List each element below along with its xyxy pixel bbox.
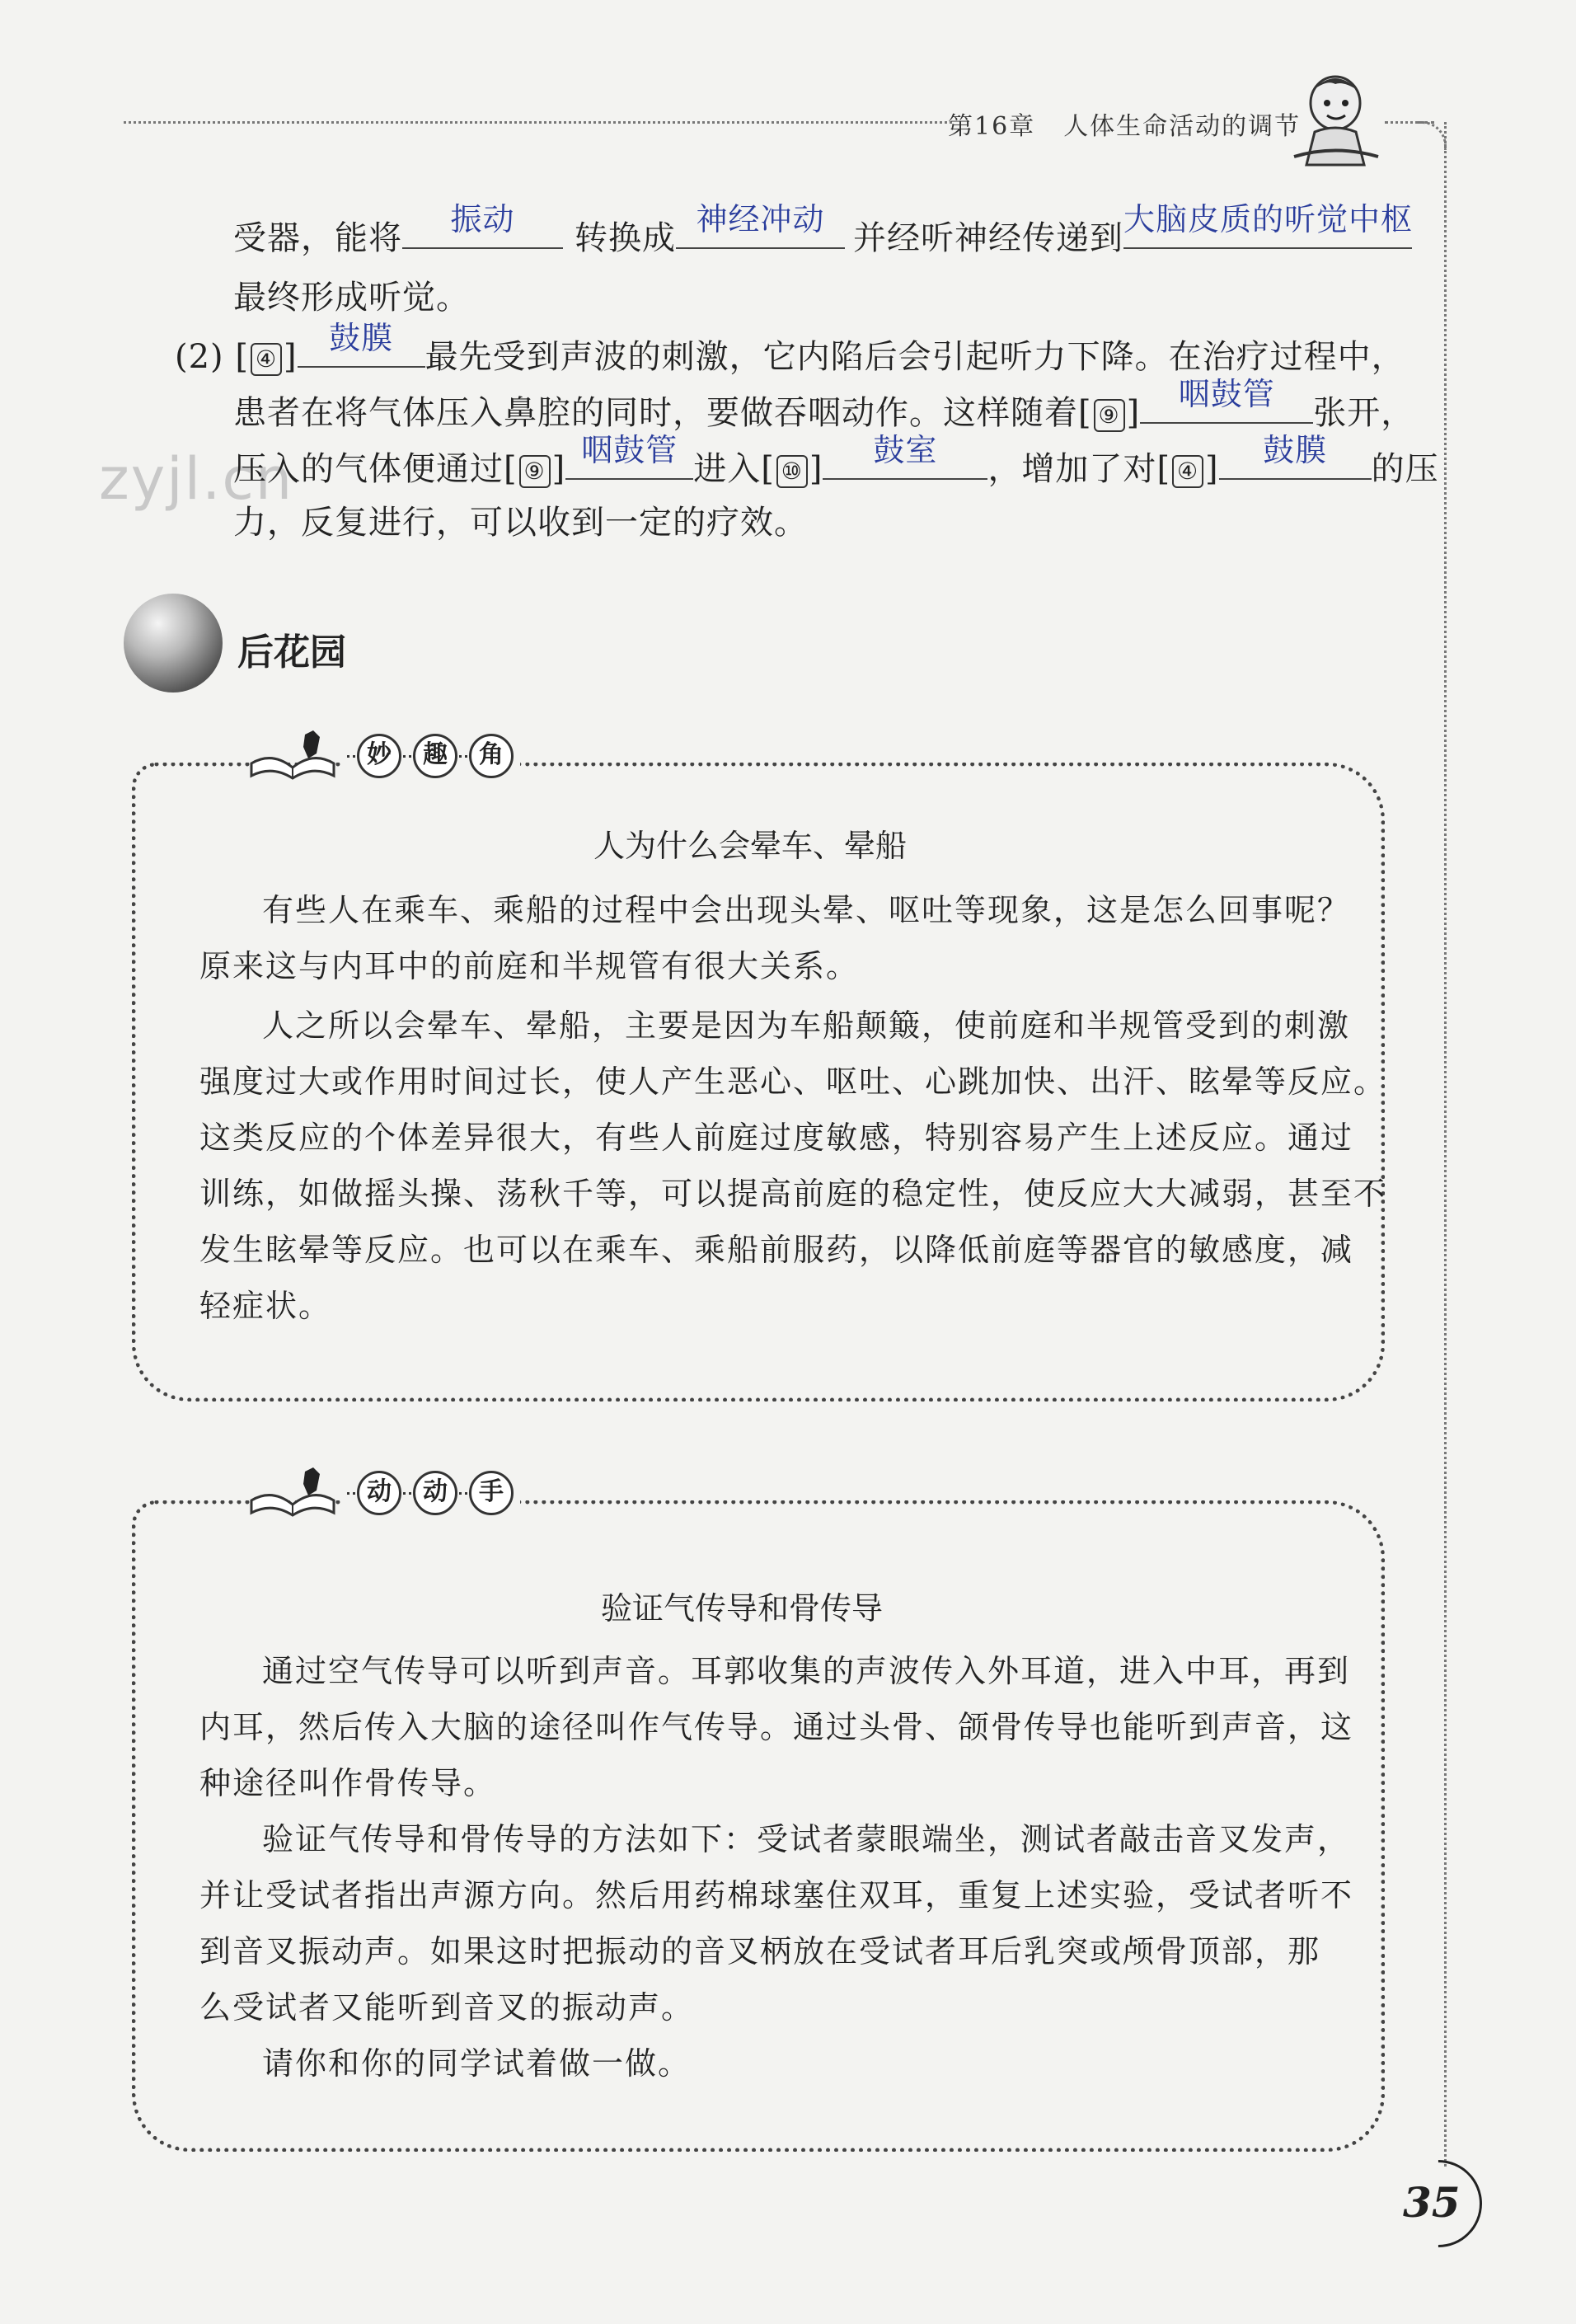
- tag-char: 动: [413, 1471, 457, 1515]
- body-line: 请你和你的同学试着做一做。: [262, 2045, 692, 2082]
- body-line: 强度过大或作用时间过长，使人产生恶心、呕吐、心跳加快、出汗、眩晕等反应。: [199, 1063, 1387, 1100]
- body-line: 通过空气传导可以听到声音。耳郭收集的声波传入外耳道，进入中耳，再到: [262, 1653, 1351, 1689]
- question-2-line-3: 压入的气体便通过[ ⑨ ] 咽鼓管 进入[ ⑩ ] 鼓室 ，增加了对[ ④ ] 鼓膜 的压: [233, 432, 1439, 488]
- chapter-number: 第16章: [948, 112, 1036, 141]
- blank-eustachian-tube-2: 咽鼓管: [565, 442, 693, 480]
- tag-char: 角: [469, 734, 514, 778]
- answer-line-2: 最终形成听觉。: [233, 279, 470, 317]
- body-line: 到音叉振动声。如果这时把振动的音叉柄放在受试者耳后乳突或颅骨顶部，那: [199, 1933, 1321, 1970]
- body-line: 发生眩晕等反应。也可以在乘车、乘船前服药，以降低前庭等器官的敏感度，减: [199, 1232, 1354, 1268]
- question-2-line-2: 患者在将气体压入鼻腔的同时，要做吞咽动作。这样随着[ ⑨ ] 咽鼓管 张开，: [233, 376, 1415, 432]
- tag-char: 趣: [413, 734, 457, 778]
- student-mascot-icon: [1286, 66, 1385, 173]
- open-book-icon: [247, 730, 338, 780]
- page-frame-corner: [1418, 121, 1447, 150]
- page-number: [1395, 2160, 1485, 2251]
- open-book-icon: [247, 1467, 338, 1517]
- fun-corner-title: 人为什么会晕车、晕船: [593, 828, 907, 864]
- blank-eardrum-1: 鼓膜: [298, 330, 425, 368]
- page-number-text: 35: [1403, 2178, 1461, 2227]
- question-2-line-4: 力，反复进行，可以收到一定的疗效。: [233, 504, 808, 542]
- blank-eardrum-2: 鼓膜: [1219, 442, 1372, 480]
- blank-auditory-center: 大脑皮质的听觉中枢: [1123, 211, 1412, 249]
- body-line: 轻症状。: [199, 1288, 332, 1324]
- body-line: 原来这与内耳中的前庭和半规管有很大关系。: [199, 948, 860, 984]
- section-sphere-icon: [124, 594, 223, 693]
- hands-on-title: 验证气传导和骨传导: [600, 1590, 883, 1627]
- body-line: 么受试者又能听到音叉的振动声。: [199, 1989, 695, 2026]
- body-line: 人之所以会晕车、晕船，主要是因为车船颠簸，使前庭和半规管受到的刺激: [262, 1007, 1351, 1044]
- body-line: 这类反应的个体差异很大，有些人前庭过度敏感，特别容易产生上述反应。通过: [199, 1120, 1354, 1156]
- chapter-title: 人体生命活动的调节: [1063, 112, 1302, 141]
- answer-line-1: 受器，能将 振动 转换成 神经冲动 并经听神经传递到 大脑皮质的听觉中枢: [233, 201, 1414, 257]
- running-header: [948, 106, 1301, 142]
- body-line: 种途径叫作骨传导。: [199, 1765, 497, 1801]
- header-dotted-rule: [124, 121, 952, 124]
- blank-tympanic-cavity: 鼓室: [823, 442, 987, 480]
- body-line: 并让受试者指出声源方向。然后用药棉球塞住双耳，重复上述实验，受试者听不: [199, 1877, 1354, 1913]
- tag-char: 妙: [357, 734, 401, 778]
- blank-vibration: 振动: [402, 211, 563, 249]
- body-line: 内耳，然后传入大脑的途径叫作气传导。通过头骨、颌骨传导也能听到声音，这: [199, 1709, 1354, 1745]
- blank-nerve-impulse: 神经冲动: [676, 211, 845, 249]
- watermark: zyjl.cn: [99, 445, 294, 513]
- tag-char: 手: [469, 1471, 514, 1515]
- body-line: 验证气传导和骨传导的方法如下：受试者蒙眼端坐，测试者敲击音叉发声，: [262, 1821, 1351, 1857]
- question-2-line-1: (2) [ ④ ] 鼓膜 最先受到声波的刺激，它内陷后会引起听力下降。在治疗过程中，: [175, 320, 1405, 376]
- page-frame-right-edge: [1444, 122, 1447, 2167]
- body-line: 训练，如做摇头操、荡秋千等，可以提高前庭的稳定性，使反应大大减弱，甚至不: [199, 1176, 1387, 1212]
- body-line: 有些人在乘车、乘船的过程中会出现头晕、呕吐等现象，这是怎么回事呢？: [262, 892, 1351, 928]
- blank-eustachian-tube-1: 咽鼓管: [1140, 386, 1313, 424]
- section-title: 后花园: [237, 631, 346, 674]
- tag-char: 动: [357, 1471, 401, 1515]
